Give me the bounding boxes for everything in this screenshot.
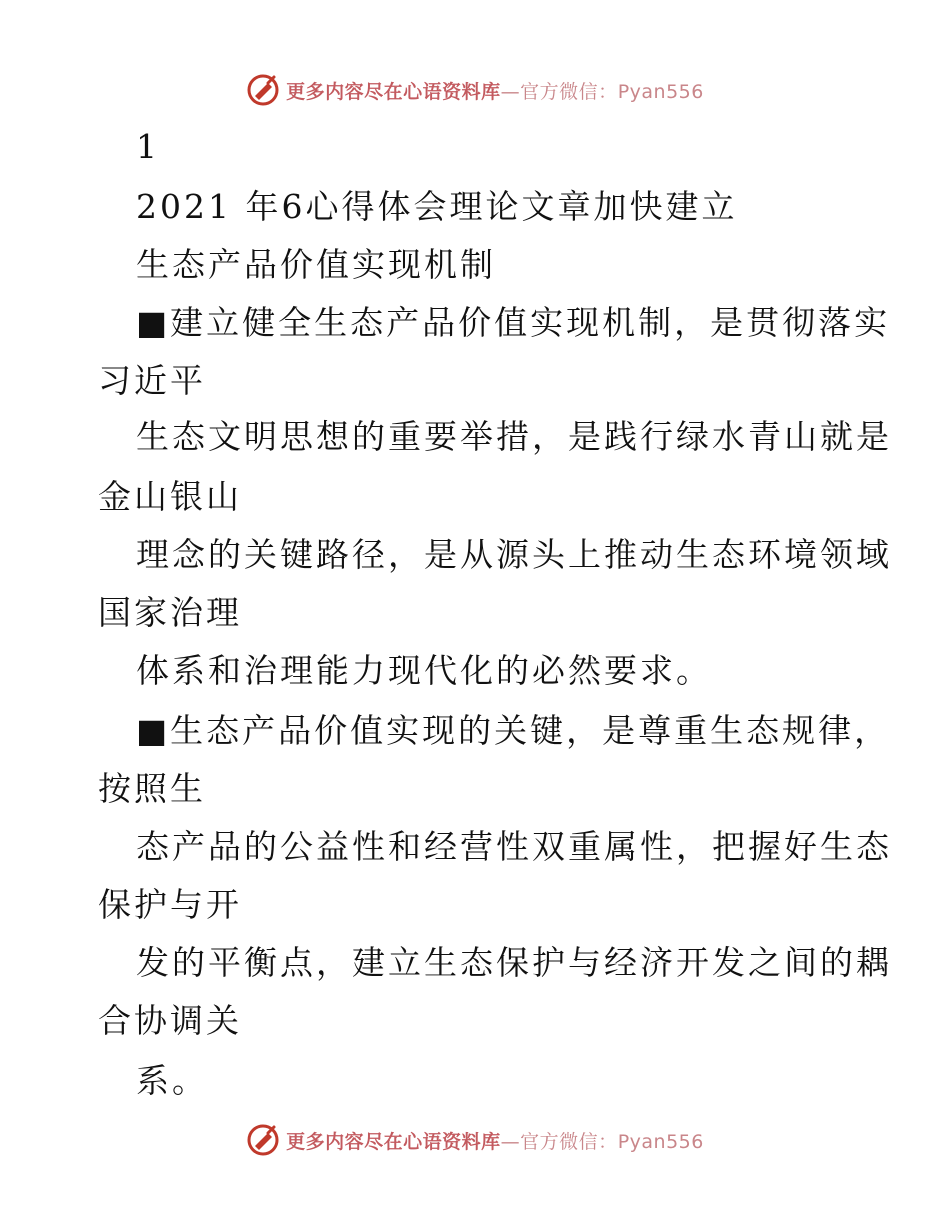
paragraph-5-line-1: ■生态产品价值实现的关键，是尊重生态规律， [136,711,891,750]
paragraph-5-line-2: 按照生 [98,769,206,808]
title-line-2: 生态产品价值实现机制 [136,245,496,284]
brand-logo-icon [246,73,280,107]
paragraph-2-line-1: 生态文明思想的重要举措，是践行绿水青山就是 [136,417,892,456]
paragraph-1-line-2: 习近平 [98,361,206,400]
watermark-wechat-label: 官方微信： [520,1130,618,1153]
title-line-1: 2021 年6心得体会理论文章加快建立 [136,187,738,226]
paragraph-6-line-2: 保护与开 [98,885,242,924]
page-number: 1 [136,127,160,166]
watermark-separator: — [500,1130,521,1153]
watermark-wechat-label: 官方微信： [520,80,618,103]
watermark-separator: — [500,80,521,103]
paragraph-4-line-1: 体系和治理能力现代化的必然要求。 [136,651,712,690]
paragraph-7-line-2: 合协调关 [98,1001,242,1040]
paragraph-8-line-1: 系。 [136,1061,208,1100]
paragraph-1-line-1: ■建立健全生态产品价值实现机制，是贯彻落实 [136,303,891,342]
header-watermark [0,70,950,110]
paragraph-3-line-1: 理念的关键路径，是从源头上推动生态环境领域 [136,535,892,574]
brand-logo-icon [246,1123,280,1157]
watermark-text [286,1127,704,1154]
paragraph-6-line-1: 态产品的公益性和经营性双重属性，把握好生态 [136,827,892,866]
watermark-wechat-id: Pyan556 [617,80,704,103]
paragraph-7-line-1: 发的平衡点，建立生态保护与经济开发之间的耦 [136,943,892,982]
paragraph-3-line-2: 国家治理 [98,593,242,632]
footer-watermark [0,1120,950,1160]
watermark-brand: 更多内容尽在心语资料库 [286,1130,501,1153]
watermark-brand: 更多内容尽在心语资料库 [286,80,501,103]
paragraph-2-line-2: 金山银山 [98,477,242,516]
watermark-wechat-id: Pyan556 [617,1130,704,1153]
watermark-text [286,77,704,104]
